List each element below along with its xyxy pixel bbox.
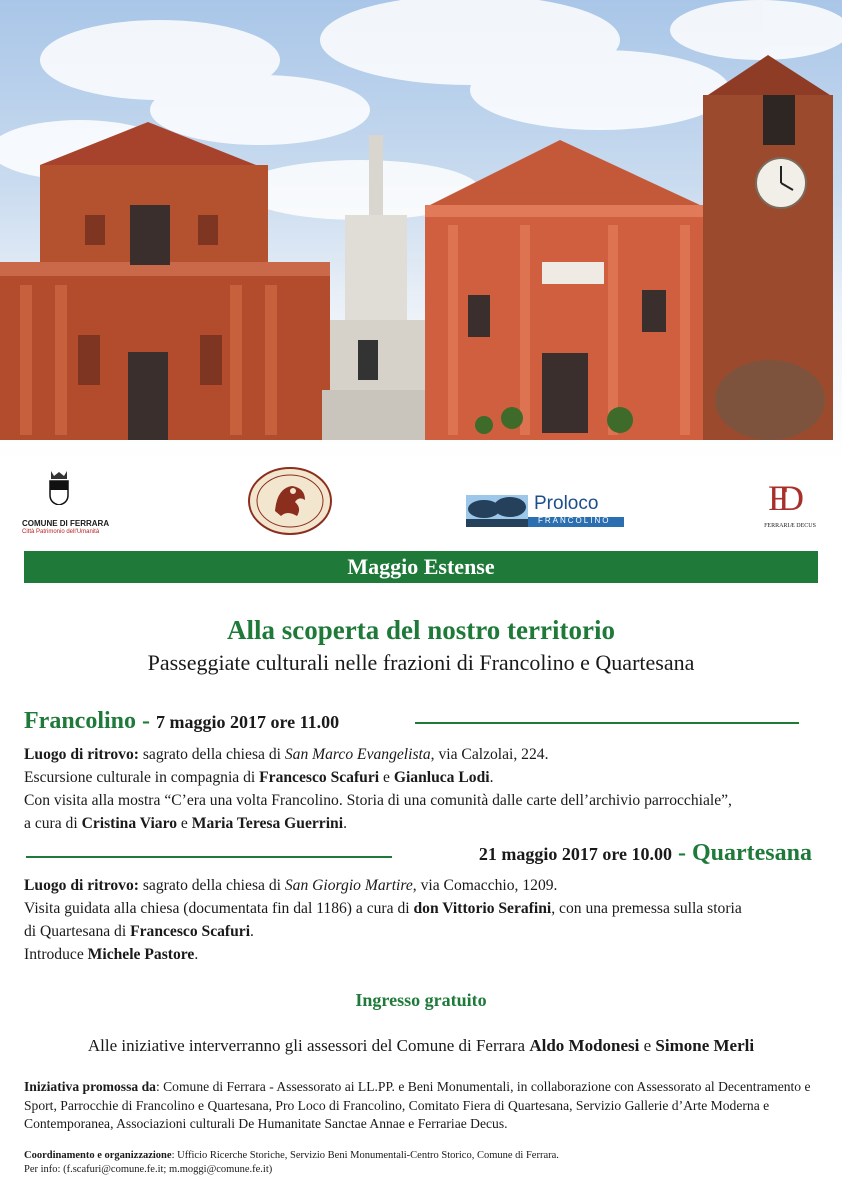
coord-text: : Ufficio Ricerche Storiche, Servizio Beni Monumentali-Centro Storico, Comune di Ferrara.	[171, 1150, 559, 1161]
quartesana-intro	[24, 943, 742, 966]
coordination-footer	[24, 1149, 824, 1177]
hero-illustration	[0, 0, 842, 460]
speaker-name: Francesco Scafuri	[130, 923, 251, 940]
storia-text: di Quartesana di	[24, 923, 131, 940]
circular-seal-logo	[247, 466, 333, 536]
quartesana-heading	[479, 840, 812, 870]
quartesana-visita	[24, 897, 742, 920]
quartesana-ritrovo	[24, 874, 742, 897]
section-divider	[415, 722, 799, 724]
proloco-logo-name: Proloco	[534, 493, 599, 514]
intro-text: Introduce	[24, 946, 88, 963]
church-name: San Marco Evangelista	[284, 746, 431, 763]
assessori-line	[0, 1036, 842, 1056]
conjunction: e	[177, 815, 192, 832]
assessore-name: Aldo Modonesi	[529, 1036, 640, 1055]
ferrara-logo-name: COMUNE DI FERRARA	[22, 519, 110, 528]
proloco-logo-place: FRANCOLINO	[538, 516, 611, 525]
fd-monogram: FD	[768, 478, 795, 518]
assessori-text: Alle iniziative interverranno gli assessori del Comune di Ferrara	[87, 1036, 530, 1055]
main-title: Alla scoperta del nostro territorio	[227, 615, 615, 645]
ferrara-logo-tagline: Città Patrimonio dell'Umanità	[22, 529, 100, 535]
sponsor-logos	[0, 465, 842, 545]
coordination-line	[24, 1149, 824, 1163]
comune-ferrara-logo	[22, 471, 122, 541]
francolino-details	[24, 743, 732, 835]
subtitle: Passeggiate culturali nelle frazioni di Francolino e Quartesana	[147, 650, 695, 675]
ritrovo-label: Luogo di ritrovo:	[24, 746, 139, 763]
ferrariae-decus-logo	[760, 477, 820, 539]
event-series-banner: Maggio Estense	[24, 551, 818, 583]
proloco-francolino-logo	[466, 495, 626, 527]
section-divider	[26, 856, 392, 858]
ritrovo-text: sagrato della chiesa di	[138, 877, 285, 894]
punctuation: .	[489, 769, 494, 786]
visita-text: Visita guidata alla chiesa (documentata fin dal 1186) a cura di	[24, 900, 414, 917]
francolino-escursione	[24, 766, 732, 789]
fd-logo-caption: FERRARIÆ DECUS	[764, 523, 816, 529]
francolino-cura	[24, 812, 732, 835]
punctuation: .	[194, 946, 199, 963]
quartesana-place: - Quartesana	[672, 840, 812, 866]
quartesana-details	[24, 874, 742, 966]
ritrovo-label: Luogo di ritrovo:	[24, 877, 139, 894]
francolino-date: 7 maggio 2017 ore 11.00	[156, 712, 340, 732]
guide-name: Gianluca Lodi	[393, 769, 490, 786]
cura-text: a cura di	[24, 815, 82, 832]
curator-name: Cristina Viaro	[81, 815, 178, 832]
assessore-name: Simone Merli	[655, 1036, 755, 1055]
hero-photomontage	[0, 0, 842, 460]
promo-label: Iniziativa promossa da	[24, 1079, 156, 1094]
guide-name: don Vittorio Serafini	[413, 900, 552, 917]
punctuation: .	[250, 923, 254, 940]
promo-text: : Comune di Ferrara - Assessorato ai LL.PP. e Beni Monumentali, in collaborazione con Assessorato al Decentramento e Sport, Parrocchie di Francolino e Quartesana, Pro Loco di Francolino, Comitato Fiera di Quartesana, Servizio Gallerie d’Arte Moderna e Contemporanea, Associazioni culturali De Humanitate Sanctae Annae e Ferrariae Decus.	[24, 1079, 811, 1131]
punctuation: .	[343, 815, 347, 832]
francolino-ritrovo	[24, 743, 732, 766]
ritrovo-address: , via Calzolai, 224.	[430, 746, 549, 763]
escursione-text: Escursione culturale in compagnia di	[24, 769, 260, 786]
curator-name: Maria Teresa Guerrini	[191, 815, 344, 832]
church-name: San Giorgio Martire	[284, 877, 413, 894]
visita-text-end: , con una premessa sulla storia	[551, 900, 742, 917]
free-entry-notice: Ingresso gratuito	[355, 990, 487, 1010]
quartesana-date: 21 maggio 2017 ore 10.00	[478, 844, 672, 864]
coord-label: Coordinamento e organizzazione	[24, 1150, 172, 1161]
francolino-place: Francolino -	[24, 708, 156, 734]
guide-name: Francesco Scafuri	[259, 769, 380, 786]
francolino-mostra: Con visita alla mostra “C’era una volta Francolino. Storia di una comunità dalle carte dell’archivio parrocchiale”,	[24, 792, 732, 809]
ritrovo-address: , via Comacchio, 1209.	[412, 877, 558, 894]
speaker-name: Michele Pastore	[87, 946, 195, 963]
quartesana-storia	[24, 920, 742, 943]
bell-tower	[703, 55, 833, 440]
promoters-paragraph	[24, 1078, 824, 1134]
conjunction: e	[639, 1036, 656, 1055]
seal-emblem-icon	[247, 466, 333, 536]
ritrovo-text: sagrato della chiesa di	[138, 746, 285, 763]
conjunction: e	[379, 769, 394, 786]
contact-info: Per info: (f.scafuri@comune.fe.it; m.moggi@comune.fe.it)	[24, 1164, 273, 1175]
ferrara-shield-icon	[48, 471, 70, 505]
